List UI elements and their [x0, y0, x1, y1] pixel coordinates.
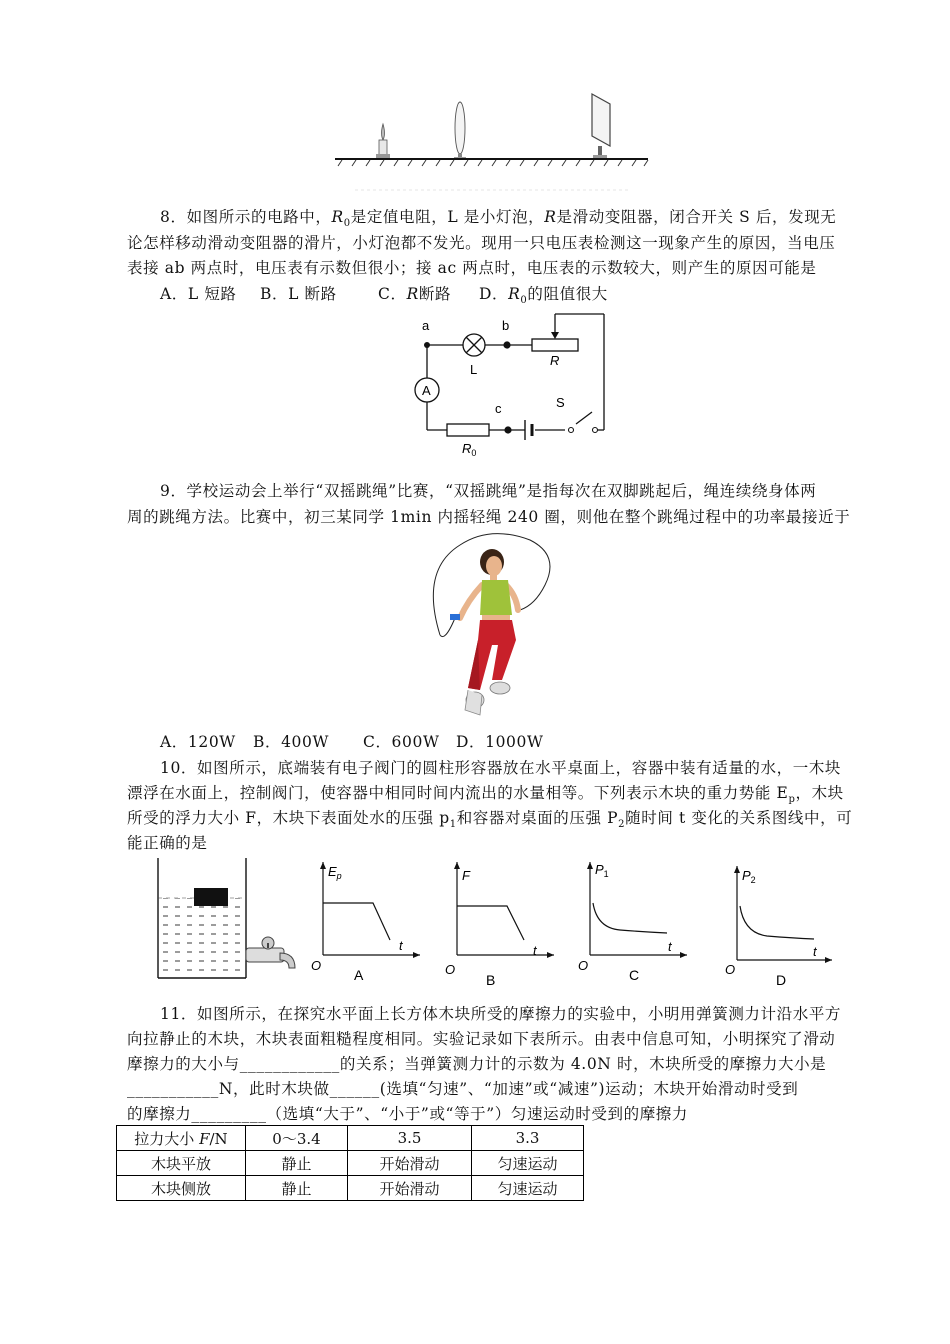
- q8-option-d: D．$R_0$的阻值很大: [479, 285, 608, 307]
- table-cell: 匀速运动: [472, 1151, 584, 1176]
- friction-table: [116, 1125, 584, 1201]
- jump-rope-girl-figure: [420, 530, 560, 725]
- table-cell: 静止: [246, 1176, 348, 1201]
- q9-options: [160, 730, 895, 754]
- svg-text:P2: $P_2$: [742, 868, 756, 885]
- faucet-icon: [246, 937, 295, 968]
- q8-number: 8．: [160, 208, 187, 226]
- svg-text:t: t: [399, 938, 403, 953]
- table-header-force: 拉力大小 F/N: [117, 1126, 246, 1151]
- q8-line1: 8．如图所示的电路中，$R_0$是定值电阻，L 是小灯泡，R是滑动变阻器，闭合开关 S 后，发现无: [160, 208, 837, 230]
- table-col-header: 3.3: [472, 1126, 584, 1151]
- q11-line4: ___________N，此时木块做______(选填“匀速”、“加速”或“减速”)运动；木块开始滑动时受到: [127, 1080, 799, 1098]
- q9-option-a: A．120W: [160, 733, 236, 751]
- graph-b: [442, 858, 557, 988]
- svg-text:B: B: [486, 972, 496, 988]
- svg-text:O: O: [725, 962, 736, 977]
- svg-text:O: O: [311, 958, 322, 973]
- graph-b-curve: [457, 906, 524, 940]
- q8-option-b: B．L 断路: [260, 285, 337, 303]
- table-row: [117, 1151, 584, 1176]
- graph-c-curve: [593, 903, 667, 933]
- table-col-header: 0～3.4: [246, 1126, 348, 1151]
- label-A: A: [422, 383, 431, 398]
- graph-c: [575, 858, 690, 988]
- wood-block-icon: [194, 888, 228, 906]
- resistor-r0-icon: [447, 424, 489, 436]
- table-col-header: 3.5: [348, 1126, 472, 1151]
- q10-line1: 10．如图所示，底端装有电子阀门的圆柱形容器放在水平桌面上，容器中装有适量的水，一木块: [160, 759, 842, 777]
- q8-line2: 论怎样移动滑动变阻器的滑片，小灯泡都不发光。现用一只电压表检测这一现象产生的原因，当电压: [127, 234, 836, 252]
- table-row: [117, 1176, 584, 1201]
- q9-option-b: B．400W: [253, 733, 330, 751]
- svg-text:C: C: [629, 967, 640, 983]
- q8-options: [160, 282, 895, 313]
- q9-line2: 周的跳绳方法。比赛中，初三某同学 1min 内摇轻绳 240 圈，则他在整个跳绳过程中的功率最接近于: [127, 508, 851, 526]
- graph-a-curve: [323, 903, 390, 940]
- svg-text:P1: $P_1$: [595, 862, 609, 879]
- screen-icon: [592, 94, 610, 159]
- lamp-icon: [463, 334, 485, 356]
- slider-arrow-icon: [551, 332, 559, 339]
- label-L: L: [470, 362, 478, 377]
- q11-line5: 的摩擦力_________（选填“大于”、“小于”或“等于”）匀速运动时受到的摩擦力: [127, 1105, 688, 1123]
- node-a: [424, 342, 430, 348]
- q9-line1: 9．学校运动会上举行“双摇跳绳”比赛，“双摇跳绳”是指每次在双脚跳起后，绳连续绕身体两: [160, 482, 817, 500]
- q11-line2: 向拉静止的木块，木块表面粗糙程度相同。实验记录如下表所示。由表中信息可知，小明探究了滑动: [127, 1030, 836, 1048]
- q10-line3: 所受的浮力大小 F，木块下表面处水的压强 $p_1$和容器对桌面的压强 $P_2$随时间 t 变化的关系图线中，可: [127, 809, 853, 831]
- svg-text:F: F: [462, 868, 470, 883]
- optical-bench-figure: [330, 88, 655, 196]
- svg-text:t: t: [813, 944, 817, 959]
- svg-text:Ep: $E_p$: [328, 864, 342, 881]
- graph-a: [308, 858, 423, 988]
- table-row-label: 木块平放: [117, 1151, 246, 1176]
- label-R0: $R_0$: [462, 441, 477, 458]
- table-row-label: 木块侧放: [117, 1176, 246, 1201]
- rheostat-icon: [532, 339, 578, 351]
- graph-d-curve: [740, 906, 814, 939]
- svg-text:t: t: [533, 943, 537, 958]
- table-cell: 静止: [246, 1151, 348, 1176]
- q10-line4: 能正确的是: [127, 834, 208, 852]
- q11-line3: 摩擦力的大小与____________的关系；当弹簧测力计的示数为 4.0N 时，木块所受的摩擦力大小是: [127, 1055, 827, 1073]
- lens-icon: [454, 102, 466, 160]
- q10-line2: 漂浮在水面上，控制阀门，使容器中相同时间内流出的水量相等。下列表示木块的重力势能 $E_p$，木块: [127, 784, 844, 806]
- svg-text:O: O: [578, 958, 589, 973]
- table-cell: 开始滑动: [348, 1151, 472, 1176]
- water-container-figure: [150, 858, 300, 983]
- circuit-diagram: [405, 310, 615, 460]
- candle-icon: [376, 124, 390, 158]
- q8-line3: 表接 ab 两点时，电压表有示数但很小；接 ac 两点时，电压表的示数较大，则产生的原因可能是: [127, 259, 817, 277]
- label-a: a: [422, 318, 430, 333]
- label-R: R: [550, 353, 560, 368]
- svg-text:O: O: [445, 962, 456, 977]
- table-cell: 开始滑动: [348, 1176, 472, 1201]
- q8-option-c: C．R断路: [378, 285, 452, 303]
- graph-d: [722, 858, 837, 988]
- switch-icon: [569, 428, 598, 433]
- q9-option-d: D．1000W: [456, 733, 544, 751]
- battery-icon: [525, 420, 532, 440]
- label-c: c: [495, 401, 502, 416]
- node-c: [504, 426, 511, 433]
- table-cell: 匀速运动: [472, 1176, 584, 1201]
- node-b: [503, 341, 510, 348]
- q9-option-c: C．600W: [363, 733, 440, 751]
- label-b: b: [502, 318, 510, 333]
- svg-text:D: D: [776, 972, 787, 988]
- svg-text:A: A: [354, 967, 364, 983]
- q8-option-a: A．L 短路: [160, 285, 237, 303]
- table-row: [117, 1126, 584, 1151]
- q11-line1: 11．如图所示，在探究水平面上长方体木块所受的摩擦力的实验中，小明用弹簧测力计沿水平方: [160, 1005, 842, 1023]
- svg-text:t: t: [668, 939, 672, 954]
- label-S: S: [556, 395, 565, 410]
